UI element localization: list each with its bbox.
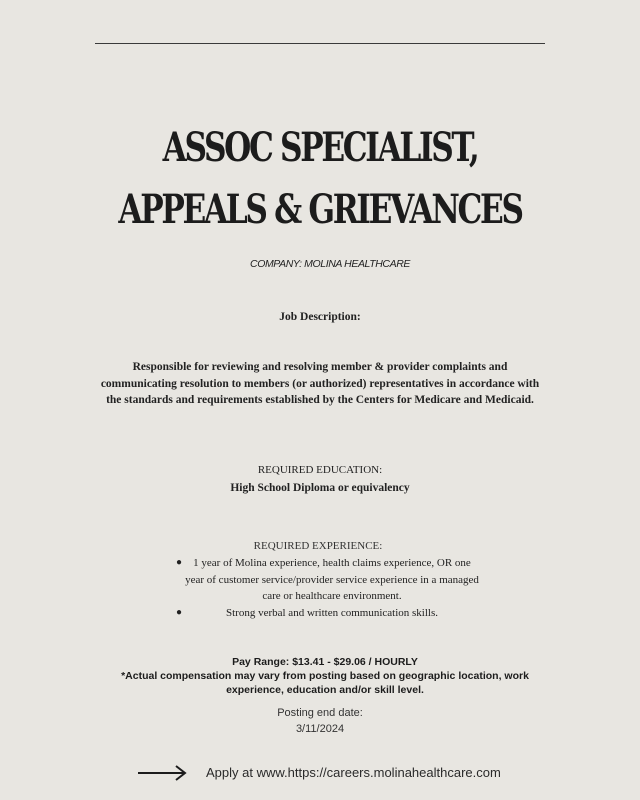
bullet-icon: ● [176, 606, 183, 618]
education-value: High School Diploma or equivalency [230, 482, 410, 494]
job-description-heading: Job Description: [279, 311, 361, 323]
experience-heading: REQUIRED EXPERIENCE: [253, 540, 383, 552]
job-title-line-1: ASSOC SPECIALIST, [162, 124, 478, 171]
company-name: COMPANY: MOLINA HEALTHCARE [250, 258, 410, 270]
experience-item-text: 1 year of Molina experience, health claims experience, OR one year of customer service/provider service experience in a managed care or healthcare environment. [185, 557, 479, 602]
list-item [170, 605, 480, 622]
experience-item-text: Strong verbal and written communication skills. [225, 606, 439, 619]
education-heading: REQUIRED EDUCATION: [257, 464, 383, 476]
pay-note: *Actual compensation may vary from posting based on geographic location, work experience, education and/or skill level. [121, 670, 529, 696]
top-divider [95, 43, 545, 44]
experience-list [170, 555, 480, 621]
job-description-text: Responsible for reviewing and resolving member & provider complaints and communicating resolution to members (or authorized) representatives in accordance with the standards and requirements established by the Centers for Medicare and Medicaid. [100, 361, 540, 406]
pay-range: Pay Range: $13.41 - $29.06 / HOURLY [232, 656, 418, 668]
pay-section [120, 655, 530, 697]
posting-end-date: 3/11/2024 [295, 723, 345, 735]
list-item [170, 555, 480, 605]
right-arrow-icon [136, 763, 188, 783]
bullet-icon: ● [176, 557, 183, 568]
apply-link[interactable]: Apply at www.https://careers.molinahealthcare.com [206, 765, 501, 780]
job-title-line-2: APPEALS & GRIEVANCES [118, 186, 522, 233]
posting-end-label: Posting end date: [277, 707, 363, 719]
